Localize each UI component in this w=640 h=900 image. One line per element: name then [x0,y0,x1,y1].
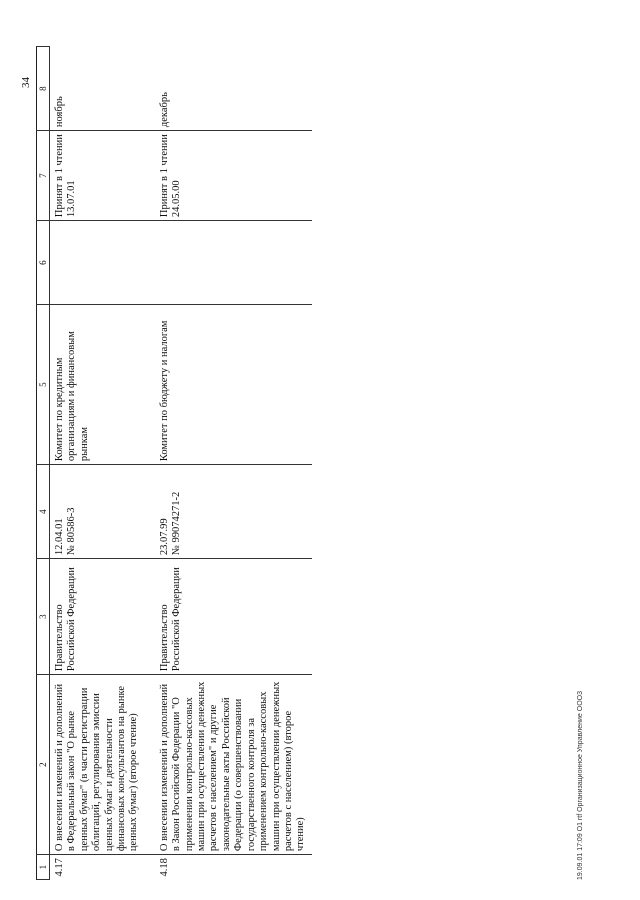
bill-reg-number: № 99074271-2 [171,491,183,556]
header-col-5: 5 [37,305,50,465]
table-row [50,47,145,880]
page-number: 34 [20,77,32,88]
footer-text: 19.09.01 17:09 O1 rtf Организационное Управление ООО3 [577,691,584,880]
bill-status: Принят в 1 чтении 13.07.01 [50,131,145,221]
bill-date-reg [145,465,312,559]
header-col-7: 7 [37,131,50,221]
header-col-3: 3 [37,559,50,675]
bill-date: 23.07.99 [158,518,170,556]
row-number: 4.17 [54,858,65,877]
bill-author: Правительство Российской Федерации [145,559,312,675]
header-col-4: 4 [37,465,50,559]
bill-title: О внесении изменений и дополнений в Закон Российской Федерации "О применении контрольно-кассовых машин при осуществлении денежных расчетов с населением" и другие законодательные акты Российской Федерации (о совершенствовании государственного контроля за применением контрольно-кассовых машин при осуществлении денежных расчетов с населением) (второе чтение) [145,675,312,855]
bill-date: 12.04.01 [54,518,65,556]
bill-status: Принят в 1 чтении 24.05.00 [145,131,312,221]
bill-month: ноябрь [50,47,145,131]
row-number: 4.18 [158,858,170,877]
header-row [37,47,50,880]
rotated-page [12,20,612,880]
bill-month: декабрь [145,47,312,131]
bill-col6 [50,221,145,305]
header-col-2: 2 [37,675,50,855]
bill-author: Правительство Российской Федерации [50,559,145,675]
bill-title: О внесении изменений и дополнений в Федеральный закон "О рынке ценных бумаг" (в части регистрации облигаций, регулирования эмиссии ценных бумаг и деятельности финансовых консультантов на рынке ценных бумаг) (второе чтение) [50,675,145,855]
header-col-8: 8 [37,47,50,131]
bill-reg-number: № 80586-3 [66,507,78,556]
table-row [145,47,312,880]
bill-committee: Комитет по бюджету и налогам [145,305,312,465]
bill-col6 [145,221,312,305]
bills-table [36,46,312,880]
bill-committee: Комитет по кредитным организациям и финансовым рынкам [50,305,145,465]
bill-date-reg [50,465,145,559]
header-col-6: 6 [37,221,50,305]
header-col-1: 1 [37,855,50,880]
